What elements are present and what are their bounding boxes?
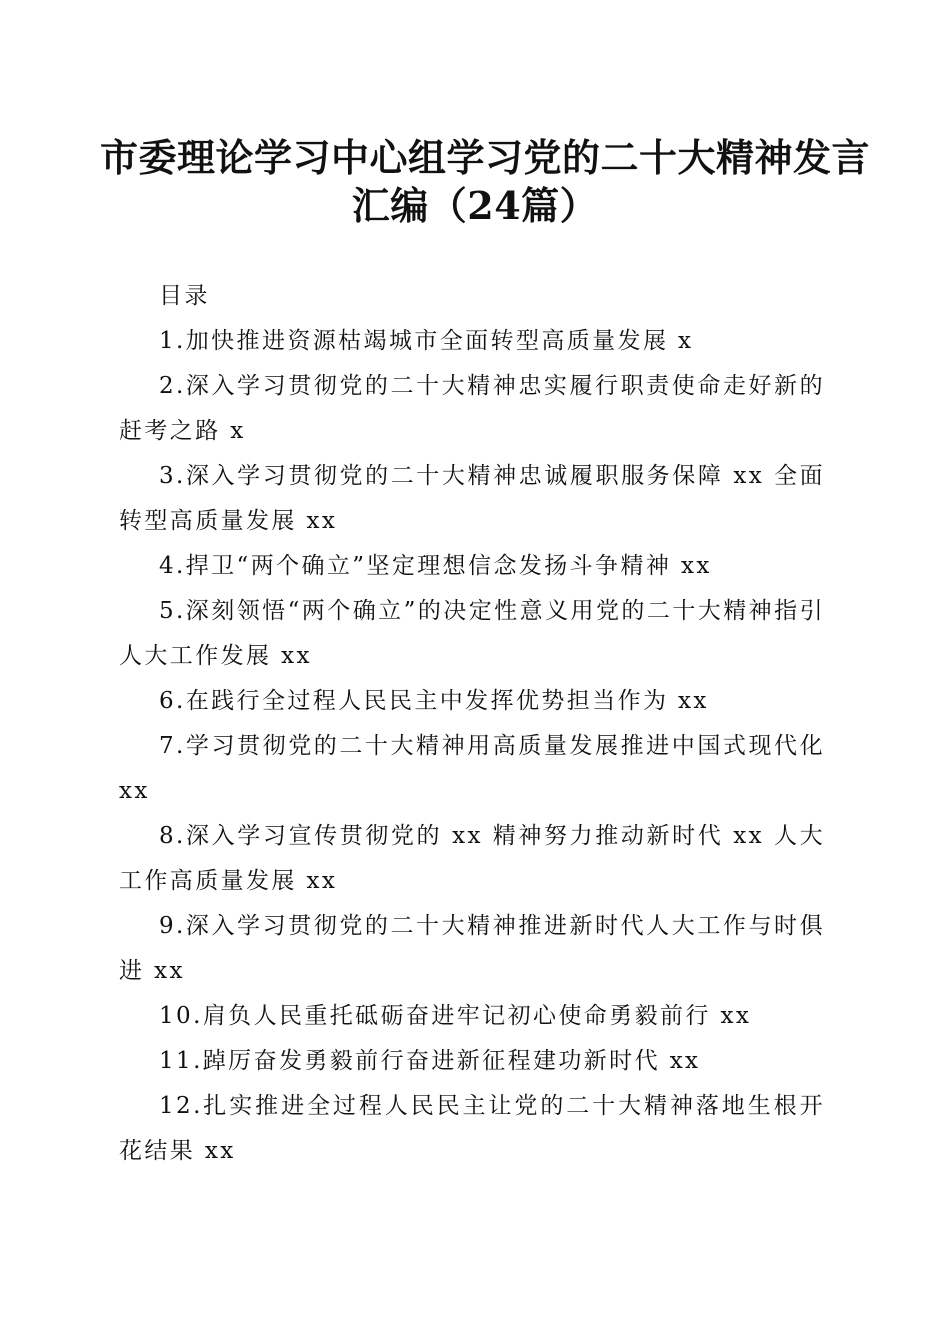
document-title-line-2: 汇编（24篇）	[351, 183, 599, 228]
toc-item: 7.学习贯彻党的二十大精神用高质量发展推进中国式现代化 xx	[119, 733, 825, 804]
toc-item: 5.深刻领悟“两个确立”的决定性意义用党的二十大精神指引人大工作发展 xx	[119, 598, 825, 669]
document-title	[100, 134, 871, 230]
toc-item: 2.深入学习贯彻党的二十大精神忠实履行职责使命走好新的赶考之路 x	[119, 373, 825, 444]
toc-item: 10.肩负人民重托砥砺奋进牢记初心使命勇毅前行 xx	[159, 1003, 752, 1029]
toc-heading: 目录	[159, 283, 210, 309]
toc-item: 12.扎实推进全过程人民民主让党的二十大精神落地生根开花结果 xx	[119, 1093, 825, 1164]
toc-item: 4.捍卫“两个确立”坚定理想信念发扬斗争精神 xx	[159, 553, 712, 579]
toc-item: 6.在践行全过程人民民主中发挥优势担当作为 xx	[159, 688, 709, 714]
toc-item: 3.深入学习贯彻党的二十大精神忠诚履职服务保障 xx 全面转型高质量发展 xx	[119, 463, 825, 534]
toc-item: 1.加快推进资源枯竭城市全面转型高质量发展 x	[159, 328, 694, 354]
toc-item: 11.踔厉奋发勇毅前行奋进新征程建功新时代 xx	[159, 1048, 701, 1074]
document-title-line-1: 市委理论学习中心组学习党的二十大精神发言	[100, 135, 871, 180]
toc-item: 9.深入学习贯彻党的二十大精神推进新时代人大工作与时俱进 xx	[119, 913, 825, 984]
toc-item: 8.深入学习宣传贯彻党的 xx 精神努力推动新时代 xx 人大工作高质量发展 xx	[119, 823, 825, 894]
table-of-contents	[119, 274, 825, 1174]
